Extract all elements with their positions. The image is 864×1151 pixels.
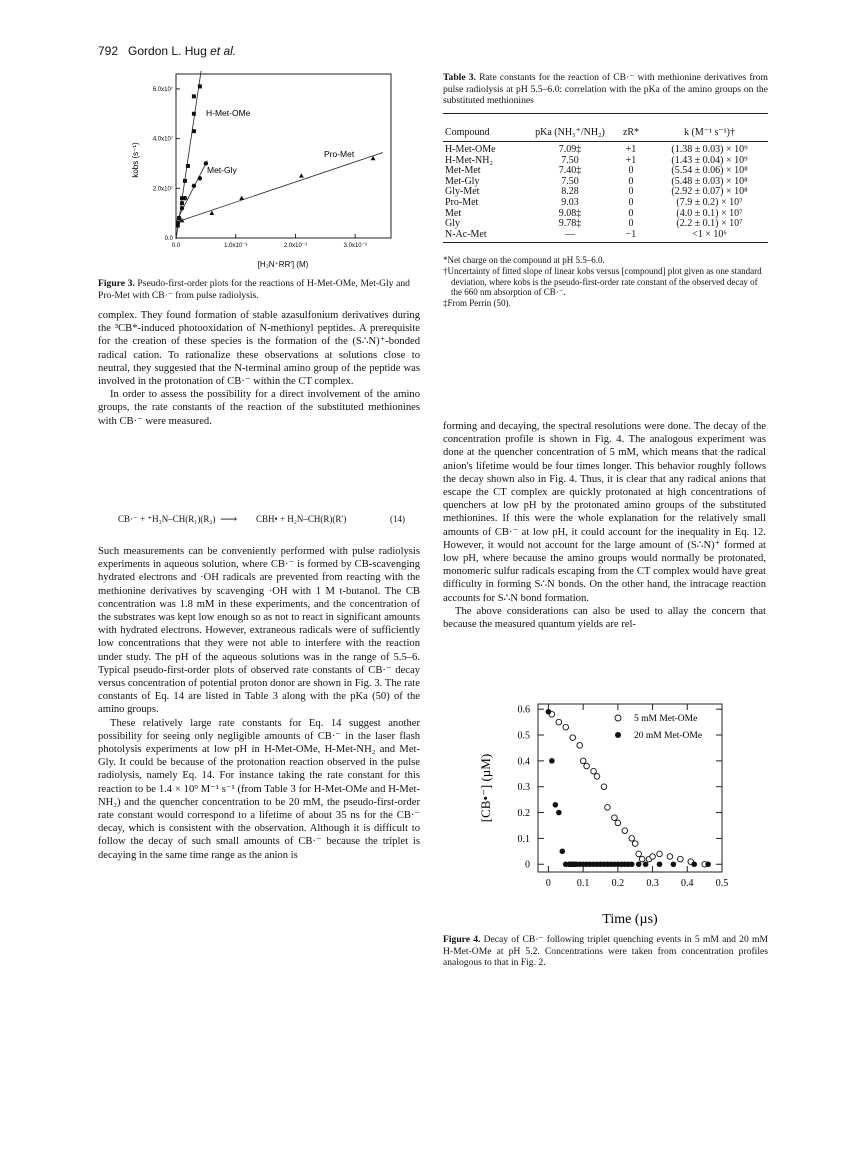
fig3-point-metgly — [176, 221, 180, 225]
fig3-ytick-label: 2.0x10⁷ — [152, 186, 173, 193]
figure-3-chart — [98, 68, 398, 276]
table-cell: — — [565, 228, 575, 240]
fig4-point-5mm — [629, 836, 635, 842]
table-cell: (2.2 ± 0.1) × 10⁷ — [676, 218, 743, 230]
fig4-point-5mm — [570, 735, 576, 741]
fig3-point-promet — [299, 173, 304, 177]
fig3-ytick-label: 6.0x10⁷ — [152, 86, 173, 93]
right-column — [443, 420, 766, 631]
fig4-point-20mm — [556, 810, 562, 816]
fig3-fit-line — [176, 161, 207, 223]
table-cell: 9.08‡ — [558, 207, 582, 219]
fig4-ytick-label: 0.4 — [517, 756, 530, 768]
fig4-ytick-label: 0.2 — [517, 808, 530, 820]
fig4-point-20mm — [643, 861, 649, 867]
fig3-xlabel: [H₂N⁺RR′] (M) — [257, 260, 309, 269]
fig4-ytick-label: 0.3 — [517, 782, 530, 794]
fig3-point-promet — [209, 211, 214, 215]
fig3-point-hmetome — [192, 129, 196, 133]
table-cell: Gly — [445, 218, 460, 230]
table-cell: 0 — [628, 218, 634, 230]
table-header: pKa (NH₃⁺/NH₂) — [535, 126, 605, 138]
table-cell: 7.50 — [561, 175, 579, 187]
fig4-point-5mm — [577, 743, 583, 749]
table-cell: 0 — [628, 207, 634, 219]
fig3-point-hmetome — [198, 84, 202, 88]
fig4-point-5mm — [580, 758, 586, 764]
fig4-ytick-label: 0.6 — [517, 704, 530, 716]
table-cell: 9.78‡ — [558, 218, 582, 230]
table-cell: Pro-Met — [445, 197, 479, 209]
fig4-point-5mm — [636, 851, 642, 857]
fig4-point-5mm — [678, 856, 684, 862]
eq-left: CB·⁻ + ⁺H₃N–CH(R₁)(R₂) — [118, 514, 216, 524]
table-cell: 8.28 — [561, 186, 579, 198]
left-column-top — [98, 309, 420, 428]
table-header: zR* — [622, 126, 640, 138]
fig4-ylabel: [CB•⁻] (µM) — [478, 753, 493, 823]
fig3-label-hmetome: H-Met-OMe — [206, 108, 251, 118]
legend-marker-filled — [615, 732, 621, 738]
fig4-point-5mm — [615, 820, 621, 826]
fig3-point-hmetome — [192, 112, 196, 116]
right-paragraph-1: forming and decaying, the spectral resolutions were done. The decay of the concentration profile is shown in Fig. 4. The analogous experiment was done at the quencher concentration of 5 mM, which means that the radical anion's lifetime would be four times longer. This behavior roughly follows the decay shown also in Fig. 4. Thus, it is clear that any radical anions that escape the CT complex are quickly protonated at high concentrations of quenchers at low pH by the protonated amino groups of the substituted methionines. If this were the whole explanation for the relatively small amounts of CB·⁻ at low pH, it could account for the inequality in Eq. 12. However, it would not account for the large amount of (S∴N)⁺ formed at low pH, where because the amino groups would normally be protonated, monomeric sulfur radicals escaping from the CT complex would have great difficulty in forming S∴N bonds. On the other hand, the intracage reaction accounts for S∴N bond formation. — [443, 421, 766, 604]
footnote: †Uncertainty of fitted slope of linear kobs versus [compound] plot given as one standard deviation, where kobs is the pseudo-first-order rate constant of the observed decay of the 660 nm absorption of CB·⁻. — [443, 266, 762, 298]
table-cell: Gly-Met — [445, 186, 480, 198]
fig4-xtick-label: 0 — [545, 878, 551, 889]
fig3-point-hmetome — [192, 94, 196, 98]
fig3-ylabel: kobs (s⁻¹) — [131, 142, 140, 178]
fig3-point-hmetome — [180, 201, 184, 205]
left-column-bottom — [98, 545, 420, 862]
authors: Gordon L. Hug et al. — [128, 44, 237, 58]
fig4-point-5mm — [650, 854, 656, 860]
fig4-legend-20mm: 20 mM Met-OMe — [634, 731, 703, 741]
fig4-point-5mm — [657, 851, 663, 857]
fig4-point-5mm — [612, 815, 618, 821]
fig3-point-metgly — [177, 216, 181, 220]
fig3-point-hmetome — [186, 164, 190, 168]
table-cell: (4.0 ± 0.1) × 10⁷ — [676, 207, 743, 219]
table-cell: N-Ac-Met — [445, 228, 487, 240]
fig3-xtick-label: 1.0x10⁻³ — [224, 243, 248, 249]
left-paragraph-4: These relatively large rate constants for Eq. 14 suggest another possibility for seeing only negligible amounts of CB·⁻ in the laser flash photolysis experiments at low pH in H-Met-OMe, H-Met-NH₂ and Met-Gly. It could be because of the protonation reaction observed in the pulse radiolysis, namely Eq. 14. For instance taking the rate constant for this reaction to be 1.4 × 10⁹ M⁻¹ s⁻¹ (from Table 3 for H-Met-OMe and H-Met-NH₂) and the quencher concentration to be 20 mM, the pseudo-first-order rate constant would correspond to a lifetime of about 35 ns for the CB·⁻ decay, which is consistent with the observation. Although it is difficult to follow the decay of such small amounts of CB·⁻ because the triplet is decaying in the same time range as the anion is — [98, 717, 420, 861]
table-cell: 0 — [628, 186, 634, 198]
table-cell: <1 × 10⁶ — [692, 228, 727, 240]
table-cell: 0 — [628, 197, 634, 209]
fig4-point-20mm — [546, 709, 552, 715]
left-paragraph-2: In order to assess the possibility for a direct involvement of the amino groups, the rate constants of the reaction of the substituted methionines with CB·⁻ were measured. — [98, 389, 420, 427]
footnote: *Net charge on the compound at pH 5.5–6.0. — [443, 255, 605, 266]
fig4-point-5mm — [594, 774, 600, 780]
table-cell: −1 — [625, 228, 637, 240]
fig3-point-hmetome — [183, 179, 187, 183]
fig4-point-5mm — [591, 768, 597, 774]
fig4-xtick-label: 0.3 — [646, 878, 659, 889]
fig4-xtick-label: 0.5 — [715, 878, 729, 889]
table-cell: +1 — [625, 144, 637, 156]
table-cell: 0 — [628, 165, 634, 177]
table-cell: (1.43 ± 0.04) × 10⁹ — [671, 154, 748, 166]
fig4-xtick-label: 0.4 — [681, 878, 694, 889]
fig4-point-5mm — [605, 805, 611, 811]
fig4-point-20mm — [705, 861, 711, 867]
fig3-label-metgly: Met-Gly — [207, 165, 237, 175]
table-cell: +1 — [625, 154, 637, 166]
fig3-caption-text: Pseudo-first-order plots for the reactions of H-Met-OMe, Met-Gly and Pro-Met with CB·⁻ from pulse radiolysis. — [98, 278, 410, 301]
fig4-xtick-label: 0.2 — [611, 878, 625, 889]
fig4-point-5mm — [601, 784, 607, 790]
fig3-point-metgly — [183, 196, 187, 200]
table-cell: (1.38 ± 0.03) × 10⁹ — [671, 144, 748, 156]
figure-4-caption — [443, 934, 768, 969]
fig3-xtick-label: 3.0x10⁻³ — [343, 243, 367, 249]
fig3-ytick-label: 4.0x10⁷ — [152, 136, 173, 143]
fig3-point-metgly — [180, 206, 184, 210]
fig4-caption-text: Decay of CB·⁻ following triplet quenching events in 5 mM and 20 mM H-Met-OMe at pH 5.2. Concentrations were taken from concentration profiles analogous to that in Fig. 2. — [443, 934, 768, 968]
fig3-point-metgly — [198, 176, 202, 180]
fig4-point-20mm — [560, 849, 566, 855]
table-3-caption: Table 3. Rate constants for the reaction of CB·⁻ with methionine derivatives from pulse radiolysis at pH 5.5–6.0: correlation with the pKa of the amino groups on the substituted methionines — [443, 72, 769, 106]
fig4-point-20mm — [691, 861, 697, 867]
table-cell: H-Met-NH₂ — [445, 154, 493, 166]
fig4-ytick-label: 0.5 — [517, 730, 530, 742]
figure-4-chart — [470, 698, 770, 938]
fig4-ytick-label: 0.1 — [517, 833, 530, 845]
fig4-legend-5mm: 5 mM Met-OMe — [634, 714, 698, 724]
legend-marker-open — [615, 715, 621, 721]
table-header: k (M⁻¹ s⁻¹)† — [684, 126, 735, 138]
table-cell: 7.09‡ — [558, 144, 582, 156]
fig4-ytick-label: 0 — [525, 859, 530, 871]
table-3-footnotes — [443, 255, 768, 308]
left-paragraph-1: complex. They found formation of stable azasulfonium derivatives during the ³CB*-induced photooxidation of N-methionyl peptides. A prerequisite for the creation of these species is the formation of the (S∴N)⁺-bonded radical cation. To rationalize these observations at solutions close to neutral, they suggested that the N-terminal amino group of the peptide was involved in the protonation of CB·⁻ within the CT complex. — [98, 310, 420, 388]
fig4-point-20mm — [629, 861, 635, 867]
table-cell: Met-Met — [445, 165, 481, 177]
fig3-xtick-label: 0.0 — [171, 243, 181, 249]
table-3-grid — [443, 128, 768, 241]
footnote: ‡From Perrin (50). — [443, 297, 511, 308]
fig4-point-5mm — [639, 856, 645, 862]
fig4-point-20mm — [553, 802, 559, 808]
left-paragraph-3: Such measurements can be conveniently performed with pulse radiolysis experiments in aqueous solution, where CB·⁻ is formed by CB-scavenging hydrated electrons and ·OH radicals are prevented from reacting with the methionine derivatives by scavenging ·OH with 1 M t-butanol. The CB concentration was 1.8 mM in these experiments, and the concentration of the substrates was kept low enough so as not to react in significant amounts with hydrated electrons. However, extraneous radicals were of sufficiently low concentrations that they were not able to interfere with the reaction under study. The pH of the aqueous solutions was in the range of 5.5–6. Typical pseudo-first-order plots of observed rate constants of CB·⁻ decay versus concentration of potential proton donor are shown in Fig. 3. The rate constants of Eq. 14 are listed in Table 3 along with the pKa (50) of the amino groups. — [98, 546, 420, 716]
fig4-xtick-label: 0.1 — [576, 878, 590, 889]
figure-4 — [470, 698, 770, 938]
table-3 — [443, 72, 768, 308]
table-cell: (2.92 ± 0.07) × 10⁸ — [671, 186, 748, 198]
fig4-point-5mm — [556, 719, 562, 725]
fig4-point-20mm — [657, 861, 663, 867]
fig3-ytick-label: 0.0 — [164, 236, 173, 242]
table-row — [443, 230, 768, 241]
fig4-point-20mm — [549, 758, 555, 764]
eq-right: CBH• + H₂N–CH(R)(R′) — [256, 514, 347, 524]
table-cell: 7.50 — [561, 154, 579, 166]
eq-number: (14) — [390, 514, 405, 524]
table-cell: (5.54 ± 0.06) × 10⁸ — [671, 165, 748, 177]
page-number: 792 — [98, 44, 119, 58]
right-paragraph-2: The above considerations can also be used to allay the concern that because the measured quantum yields are rel- — [443, 605, 766, 631]
table-cell: 9.03 — [561, 197, 579, 209]
table-cell: (5.48 ± 0.03) × 10⁸ — [671, 175, 748, 187]
table-cell: 0 — [628, 175, 634, 187]
fig3-label-promet: Pro-Met — [324, 149, 355, 159]
fig4-point-5mm — [667, 854, 673, 860]
fig4-point-5mm — [563, 724, 569, 730]
fig4-point-5mm — [584, 763, 590, 769]
fig4-point-20mm — [671, 861, 677, 867]
running-header — [98, 44, 236, 58]
equation-14 — [118, 508, 418, 536]
table-cell: Met — [445, 207, 462, 219]
fig4-caption-label: Figure 4. — [443, 934, 481, 945]
table-row — [443, 142, 768, 156]
table-cell: H-Met-OMe — [445, 144, 496, 156]
fig4-point-20mm — [636, 861, 642, 867]
fig4-point-5mm — [622, 828, 628, 834]
fig3-point-promet — [239, 196, 244, 200]
eq-arrow: ⟶ — [220, 512, 238, 526]
fig3-ticks — [153, 86, 367, 249]
fig4-xlabel: Time (µs) — [602, 912, 658, 927]
figure-3-caption — [98, 278, 410, 301]
table-cell: (7.9 ± 0.2) × 10⁷ — [676, 197, 743, 209]
table-cell: 7.40‡ — [558, 165, 582, 177]
fig4-point-5mm — [632, 841, 638, 847]
table-header: Compound — [445, 126, 490, 138]
fig3-xtick-label: 2.0x10⁻³ — [283, 243, 308, 249]
table-cell: Met-Gly — [445, 175, 480, 187]
figure-3 — [98, 68, 398, 276]
fig3-caption-label: Figure 3. — [98, 278, 135, 289]
fig3-point-metgly — [192, 184, 196, 188]
fig3-plot-frame — [176, 74, 391, 238]
